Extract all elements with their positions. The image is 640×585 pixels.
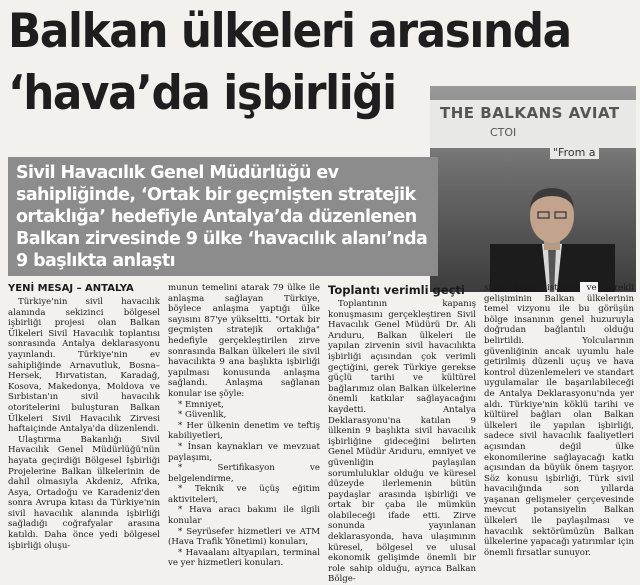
photo-banner-from-text: "From a xyxy=(550,146,599,159)
column-3-paragraph: Toplantının kapanış konuşmasını gerçekleştiren Sivil Havacılık Genel Müdürü Dr. Ali Arıduru, Balkan ülkeleri ile yapılan zirvenin sivil havacılıkta işbirliği açısından çok verimli geçtiğini, gerek Türkiye gerekse güçlü tarihi ve kültürel bağlarımız olan Balkan ülkelerine önemli katkılar sağlayacağını kaydetti. Antalya Deklarasyonu'na katılan 9 ülkenin 9 başlıkta sivil havacılık işbirliğine gideceğini belirten Genel Müdür Arıduru, emniyet ve güvenliğin paylaşılan sorumluluklar olduğu ve küresel düzeyde ilerlemenin bütün paydaşlar arasında işbirliği ve ortak bir çaba ile mümkün olabileceği ifade etti. Zirve sonunda yayınlanan deklarasyonda, hava ulaşımının küresel, bölgesel ve ulusal ekonomik gelişimde önemli bir role sahip olduğu, ayrıca Balkan Bölge- xyxy=(328,299,476,585)
photo-banner-text: THE BALKANS AVIAT xyxy=(440,104,620,122)
column-4-paragraph: si'nin barış, istikrar ve sürekli gelişiminin Balkan ülkelerinin temel vizyonu ile bu görüşün bölge insanının genel huzuruyla doğrudan bağlantılı olduğu belirtildi. Yolcularının güvenliğinin ancak uyumlu hale getirilmiş düzenli uçuş ve hava kontrol düzenlemeleri ve standart uygulamalar ile başarılabileceği de Antalya Deklarasyonu'nda yer aldı. Türkiye'nin köklü tarihi ve kültürel bağları olan Balkan ülkeleri ile yapılan işbirliği, sadece sivil havacılık faaliyetleri açısından değil ülke ekonomilerine sağlayacağı katkı açısından da büyük önem taşıyor. Söz konusu işbirliği, Türk sivil havacılığında son yıllarda yaşanan gelişmeler çerçevesinde mevcut potansiyelin Balkan ülkeleri ile paylaşılması ve havacılık sektörümüzün Balkan ülkelerine yapacağı yatırımlar için önemli fırsatlar sunuyor. xyxy=(484,283,634,558)
subheading: Toplantı verimli geçti xyxy=(328,283,465,297)
lede-box xyxy=(8,157,438,276)
headline-line-1: Balkan ülkeleri arasında xyxy=(8,4,571,59)
list-item: * Emniyet, xyxy=(178,399,224,410)
list-item: * Havaalanı altyapıları, terminal ve yer hizmetleri konuları. xyxy=(168,547,320,569)
headline-line-2: ‘hava’da işbirliği xyxy=(8,66,396,121)
news-photo xyxy=(430,86,636,292)
byline: YENİ MESAJ – ANTALYA xyxy=(8,283,134,294)
column-1-paragraph-1: Türkiye'nin sivil havacılık alanında sekizinci bölgesel işbirliği projesi olan Balkan Ülkeleri Sivil Havacılık toplantısı sonrasında Antalya deklarasyonu yayınlandı. Türkiye'nin ev sahipliğinde Arnavutluk, Bosna–Hersek, Hırvatistan, Karadağ, Kosova, Makedonya, Moldova ve Sırbistan'ın sivil havacılık otoritelerini buluşturan Balkan Ülkeleri Sivil Havacılık Zirvesi haftaiçinde Antalya'da düzenlendi. xyxy=(8,297,160,435)
list-item: * Hava aracı bakımı ile ilgili konular xyxy=(168,505,320,527)
article-column-4 xyxy=(484,283,634,558)
column-1-paragraph-2: Ulaştırma Bakanlığı Sivil Havacılık Genel Müdürlüğü'nün hayata geçirdiği Bölgesel İşbirliği Projelerine Balkan ülkelerinin de dahil olmasıyla Akdeniz, Afrika, Asya, Ortadoğu ve Karadeniz'den sonra Avrupa kıtası da Türkiye'nin sivil havacılık alanında işbirliği sağladığı coğrafyalar arasına katıldı. Daha önce yedi bölgesel işbirliği oluşu- xyxy=(8,434,160,551)
column-2-paragraph: munun temelini atarak 79 ülke ile anlaşma sağlayan Türkiye, böylece anlaşma yaptığı ülke sayısını 87'ye yükseltti. "Ortak bir geçmişten stratejik ortaklığa" hedefiyle gerçekleştirilen zirve sonrasında Balkan ülkeleri ile sivil havacılıkta 9 ana başlıkta işbirliği yapılması konusunda anlaşma sağlandı. Anlaşma sağlanan konular ise şöyle: xyxy=(168,283,320,399)
list-item: * Güvenlik, xyxy=(178,410,227,421)
list-item: * Seyrüsefer hizmetleri ve ATM (Hava Trafik Yönetimi) konuları, xyxy=(168,526,320,548)
list-item: * Teknik ve üçüş eğitim aktiviteleri, xyxy=(168,484,320,505)
article-column-2 xyxy=(168,283,320,569)
list-item: * İnsan kaynakları ve mevzuat paylaşımı, xyxy=(168,441,320,463)
person-portrait-icon xyxy=(480,182,620,292)
article-column-1 xyxy=(8,283,160,551)
lede-text: Sivil Havacılık Genel Müdürlüğü ev sahipliğinde, ‘Ortak bir geçmişten stratejik ortaklığa’ hedefiyle Antalya’da düzenlenen Balkan zirvesinde 9 ülke ‘havacılık alanı’nda 9 başlıkta anlaştı xyxy=(16,163,428,271)
list-item: * Her ülkenin denetim ve teftiş kabiliyetleri, xyxy=(168,420,320,442)
article-column-3 xyxy=(328,283,476,585)
photo-banner-small-text: CTOI xyxy=(490,126,517,139)
list-item: * Sertifikasyon ve belgelendirme, xyxy=(168,463,320,484)
